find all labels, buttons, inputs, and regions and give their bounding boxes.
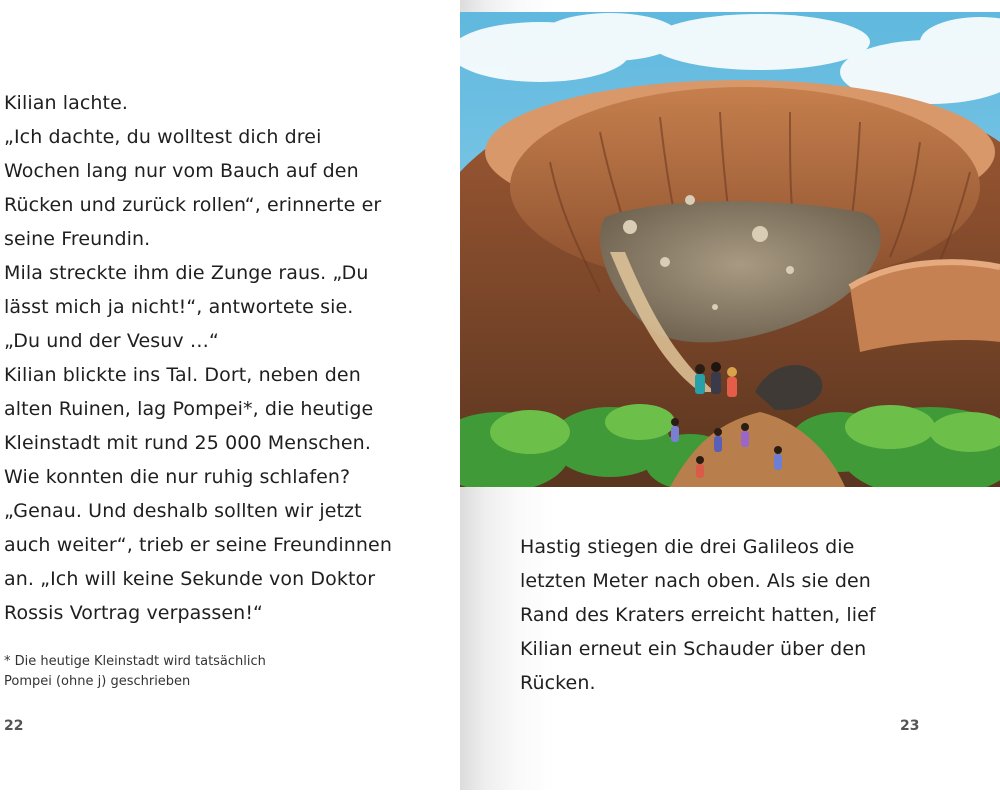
text-line: „Genau. Und deshalb sollten wir jetzt: [4, 500, 362, 522]
text-line: seine Freundin.: [4, 228, 151, 250]
text-line: Wie konnten die nur ruhig schlafen?: [4, 466, 351, 488]
text-line: Kilian erneut ein Schauder über den: [520, 638, 867, 660]
text-line: Rücken.: [520, 672, 596, 694]
text-line: Mila streckte ihm die Zunge raus. „Du: [4, 262, 369, 284]
volcano-crater-illustration: [460, 12, 1000, 487]
page-number-right: 23: [900, 718, 920, 734]
text-line: Wochen lang nur vom Bauch auf den: [4, 160, 359, 182]
left-page: [0, 0, 460, 800]
text-line: Kilian blickte ins Tal. Dort, neben den: [4, 364, 361, 386]
text-line: Rücken und zurück rollen“, erinnerte er: [4, 194, 382, 216]
text-line: Hastig stiegen die drei Galileos die: [520, 536, 855, 558]
footnote: [4, 652, 444, 692]
text-line: an. „Ich will keine Sekunde von Doktor: [4, 568, 376, 590]
right-page: [460, 0, 1000, 800]
text-line: lässt mich ja nicht!“, antwortete sie.: [4, 296, 354, 318]
text-line: auch weiter“, trieb er seine Freundinnen: [4, 534, 392, 556]
story-text-left: [4, 86, 449, 630]
page-number-left: 22: [4, 718, 24, 734]
text-line: „Ich dachte, du wolltest dich drei: [4, 126, 322, 148]
text-line: Kilian lachte.: [4, 92, 129, 114]
footnote-line: Pompei (ohne j) geschrieben: [4, 674, 191, 689]
footnote-line: * Die heutige Kleinstadt wird tatsächlich: [4, 654, 266, 669]
text-line: alten Ruinen, lag Pompei*, die heutige: [4, 398, 374, 420]
text-line: Rossis Vortrag verpassen!“: [4, 602, 263, 624]
text-line: „Du und der Vesuv …“: [4, 330, 219, 352]
text-line: Rand des Kraters erreicht hatten, lief: [520, 604, 876, 626]
text-line: letzten Meter nach oben. Als sie den: [520, 570, 871, 592]
story-text-right: [520, 530, 990, 700]
text-line: Kleinstadt mit rund 25 000 Menschen.: [4, 432, 371, 454]
